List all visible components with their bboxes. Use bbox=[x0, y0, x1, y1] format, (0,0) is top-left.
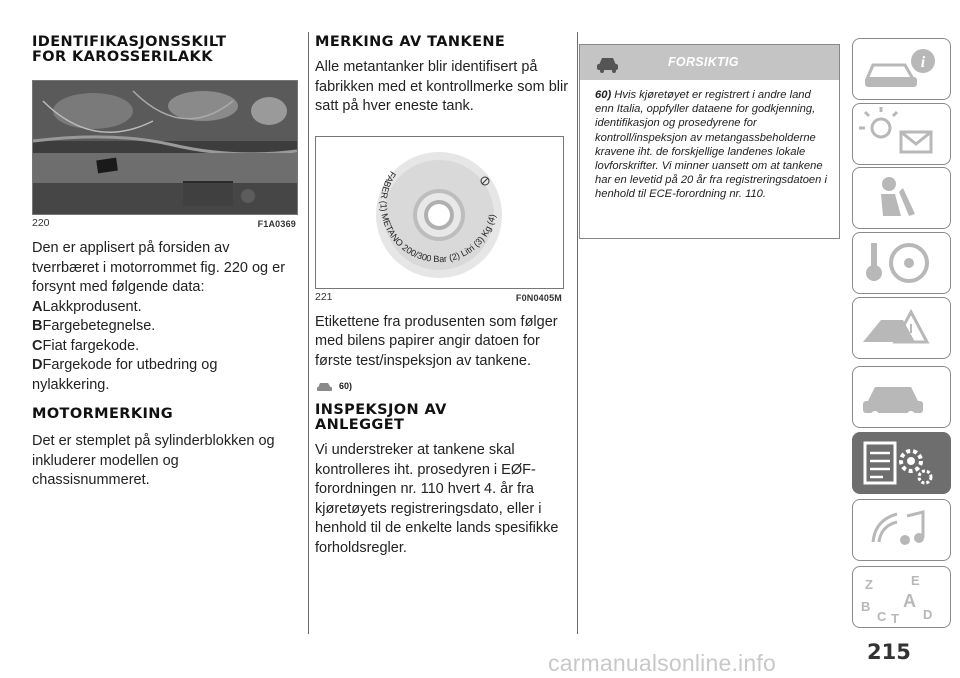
item-text: Lakkprodusent. bbox=[42, 298, 142, 315]
section-title-inspection bbox=[315, 403, 573, 433]
tab-technical-data[interactable] bbox=[852, 432, 951, 494]
tab-safety[interactable] bbox=[852, 167, 951, 229]
warning-header bbox=[580, 45, 839, 80]
tank-label-text-para: Etikettene fra produsenten som følger med bilens papirer angir datoen for første test/inspeksjon av tankene. bbox=[315, 313, 558, 369]
figure-number: 221 bbox=[315, 290, 333, 303]
column-1 bbox=[32, 0, 298, 491]
tab-emergency[interactable] bbox=[852, 297, 951, 359]
title-line-1: INSPEKSJON AV bbox=[315, 402, 447, 418]
item-letter: B bbox=[32, 318, 43, 334]
warning-ref-number: 60) bbox=[339, 381, 353, 391]
item-text: Fargebetegnelse. bbox=[42, 318, 156, 334]
column-divider bbox=[308, 32, 309, 634]
list-item bbox=[32, 298, 298, 318]
item-letter: D bbox=[32, 357, 43, 373]
paint-plate-intro: Den er applisert på forsiden av tverrbæret i motorrommet fig. 220 og er forsynt med følgende data: bbox=[32, 240, 286, 295]
airbag-seat-icon bbox=[853, 168, 950, 228]
paint-data-list bbox=[32, 298, 298, 396]
index-letter: A bbox=[903, 591, 916, 611]
list-item bbox=[32, 317, 298, 337]
tab-multimedia[interactable] bbox=[852, 499, 951, 561]
tab-starting-driving[interactable] bbox=[852, 232, 951, 294]
svg-text:i: i bbox=[920, 54, 926, 71]
caution-car-icon bbox=[594, 51, 622, 75]
warning-title: FORSIKTIG bbox=[668, 55, 739, 69]
index-letter: T bbox=[891, 611, 899, 626]
tab-maintenance[interactable] bbox=[852, 366, 951, 428]
lights-message-icon bbox=[853, 104, 950, 164]
title-line-2: ANLEGGET bbox=[315, 417, 405, 433]
warning-body bbox=[580, 80, 839, 202]
figure-code: F0N0405M bbox=[515, 292, 562, 303]
list-item bbox=[32, 356, 298, 395]
index-letter: B bbox=[861, 599, 871, 614]
section-title-engine: MOTORMERKING bbox=[32, 406, 174, 422]
index-letter: Z bbox=[865, 577, 873, 592]
tab-index[interactable] bbox=[852, 566, 951, 628]
warning-ref: 60) bbox=[595, 89, 612, 101]
section-title-tank-marking: MERKING AV TANKENE bbox=[315, 34, 506, 50]
car-info-icon bbox=[853, 39, 950, 99]
figure-220 bbox=[32, 80, 298, 215]
item-letter: C bbox=[32, 337, 43, 354]
figure-code: F1A0369 bbox=[257, 219, 296, 229]
alphabetical-index-icon bbox=[853, 567, 950, 627]
figure-221 bbox=[315, 136, 564, 289]
engine-bay-photo bbox=[33, 81, 297, 214]
multimedia-icon bbox=[853, 500, 950, 560]
page-number: 215 bbox=[867, 640, 911, 664]
inspection-text: Vi understreker at tankene skal kontrolleres iht. prosedyren i EØF-forordningen nr. 110 hvert 4. år fra kjøretøyets registreringsdato, eller i henhold til de enkelte lands spesifikke forholdsregler. bbox=[315, 442, 559, 556]
figure-220-caption bbox=[32, 215, 296, 229]
section-title-paint-plate bbox=[32, 35, 298, 65]
item-text: Fargekode for utbedring og nylakkering. bbox=[32, 357, 218, 393]
figure-number: 220 bbox=[32, 217, 50, 229]
index-letter: E bbox=[911, 573, 920, 588]
item-letter: A bbox=[32, 298, 43, 315]
warning-reference[interactable] bbox=[315, 379, 573, 393]
tank-label-text: FABER (1) METANO 200/300 Bar (2) Litri (3) Kg (4) bbox=[378, 169, 498, 264]
index-letter: C bbox=[877, 609, 887, 624]
warning-box bbox=[579, 44, 840, 239]
warning-car-icon bbox=[315, 379, 335, 393]
watermark: carmanualsonline.info bbox=[548, 650, 776, 676]
item-text: Fiat fargekode. bbox=[42, 337, 140, 354]
tab-lights-messages[interactable] bbox=[852, 103, 951, 165]
index-letter: D bbox=[923, 607, 933, 622]
technical-data-icon bbox=[853, 433, 950, 493]
tank-marking-intro: Alle metantanker blir identifisert på fabrikken med et kontrollmerke som blir satt på hver eneste tank. bbox=[315, 59, 569, 114]
tank-label-diagram bbox=[316, 137, 563, 288]
key-steering-icon bbox=[853, 233, 950, 293]
title-line-2: FOR KAROSSERILAKK bbox=[32, 49, 213, 65]
road-emergency-icon bbox=[853, 298, 950, 358]
column-2 bbox=[315, 0, 573, 558]
list-item bbox=[32, 337, 298, 357]
column-divider bbox=[577, 32, 578, 634]
warning-text: Hvis kjøretøyet er registrert i andre land enn Italia, oppfyller dataene for godkjenning, identifikasjon og prosedyrene for kontroll/inspeksjon av metangassbeholderne kravene iht. de forskjellige landenes lokale lovforskrifter. Vi minner uansett om at tankene har en levetid på 20 år fra registreringsdatoen i henhold til ECE-forordning nr. 110. bbox=[595, 89, 827, 201]
engine-marking-text: Det er stemplet på sylinderblokken og inkluderer modellen og chassisnummeret. bbox=[32, 433, 275, 488]
tab-car-info[interactable] bbox=[852, 38, 951, 100]
car-service-icon bbox=[853, 367, 950, 427]
title-line-1: IDENTIFIKASJONSSKILT bbox=[32, 34, 227, 50]
figure-221-caption bbox=[315, 289, 562, 303]
